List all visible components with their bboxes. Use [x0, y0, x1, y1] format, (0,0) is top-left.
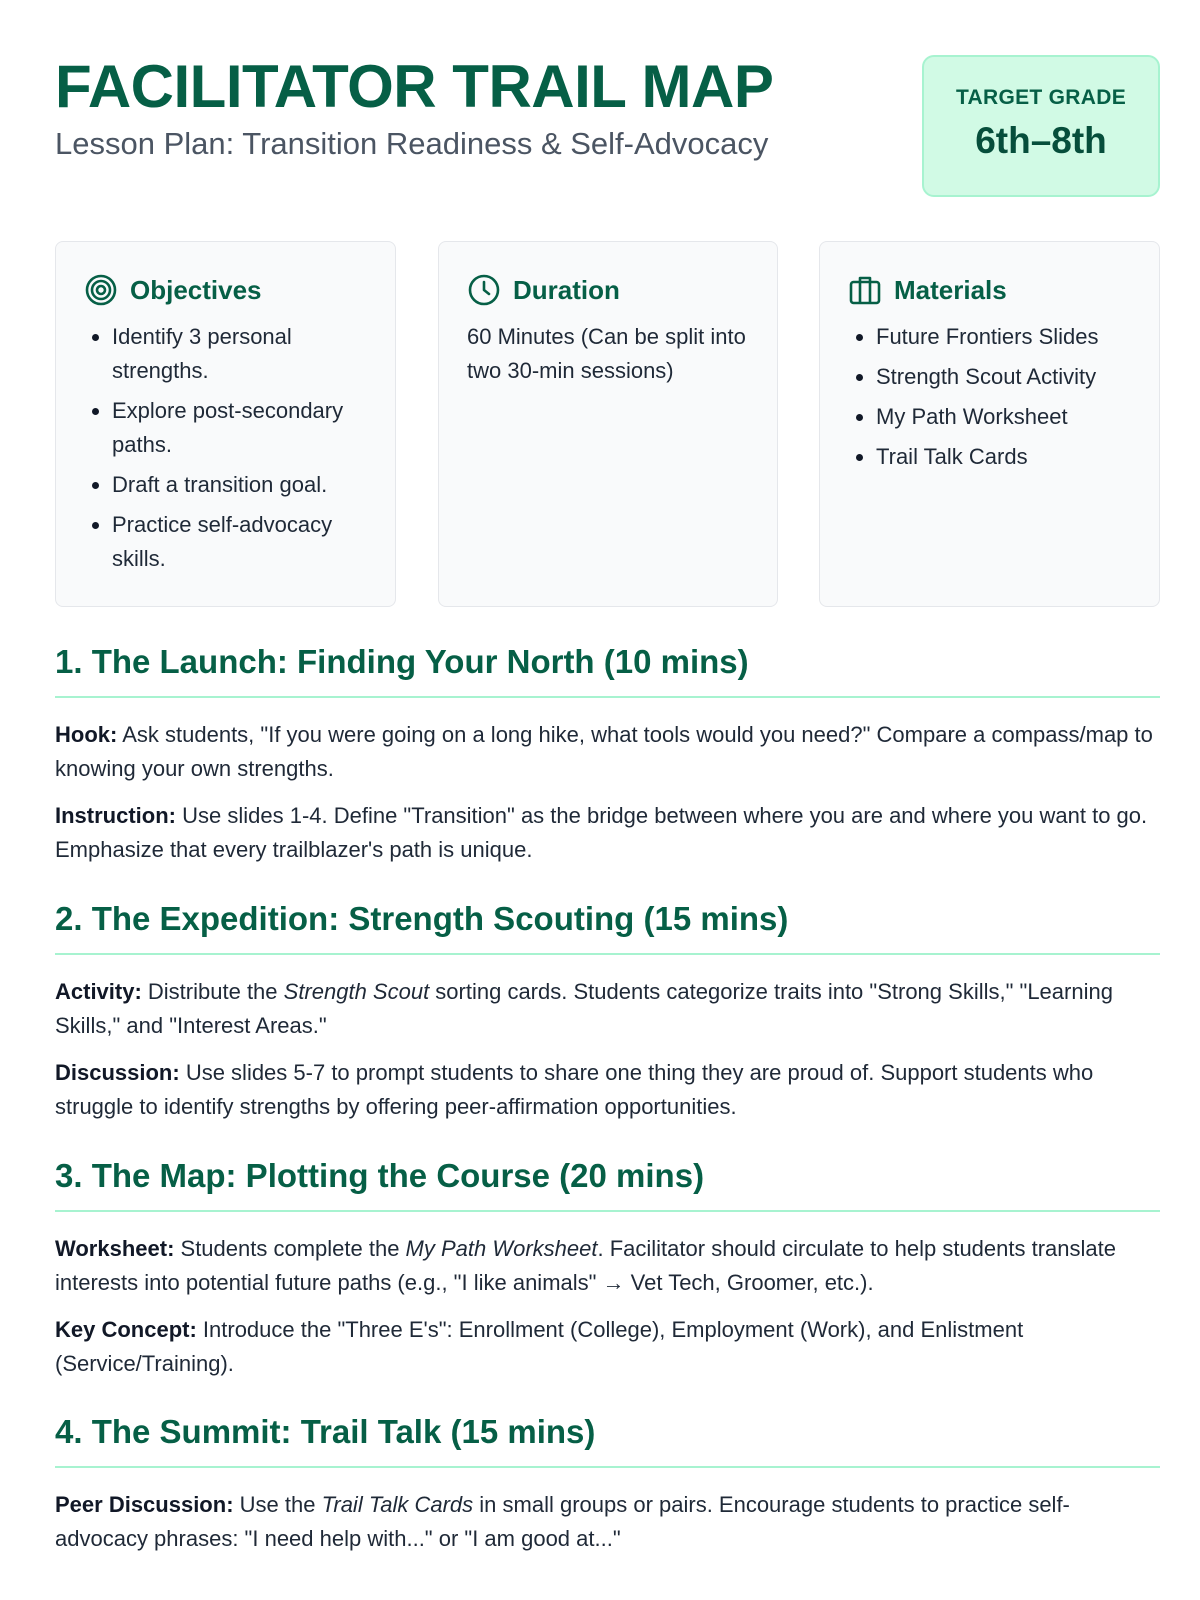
section-summit — [55, 1410, 1160, 1556]
materials-card — [819, 241, 1160, 607]
paragraph-emphasis: My Path Worksheet — [405, 1236, 598, 1261]
material-item: • My Path Worksheet — [876, 400, 1133, 434]
page-header — [55, 52, 1160, 198]
objectives-card — [55, 241, 396, 607]
paragraph-text: Use slides 5-7 to prompt students to share one thing they are proud of. Support students who struggle to identify strengths by offering peer-affirmation opportunities. — [55, 1060, 1094, 1119]
section-launch — [55, 640, 1160, 867]
objective-item: • Explore post-secondary paths. — [112, 394, 369, 462]
paragraph-text: Use the — [233, 1492, 322, 1517]
paragraph-emphasis: Strength Scout — [283, 979, 430, 1004]
page-title: FACILITATOR TRAIL MAP — [55, 53, 774, 120]
paragraph-emphasis: Trail Talk Cards — [321, 1492, 474, 1517]
material-item: • Strength Scout Activity — [876, 360, 1133, 394]
paragraph-text: Ask students, "If you were going on a long hike, what tools would you need?" Compare a compass/map to knowing your own strengths. — [55, 722, 1153, 781]
paragraph-text: Use slides 1-4. Define "Transition" as the bridge between where you are and where you want to go. Emphasize that every trailblazer's path is unique. — [55, 803, 1148, 862]
paragraph-label: Activity: — [55, 979, 142, 1004]
paragraph-text: in small groups or pairs. Encourage students to practice self-advocacy phrases: "I need help with..." or "I am good at..." — [55, 1492, 1070, 1551]
paragraph-text: Distribute the — [141, 979, 284, 1004]
duration-title: Duration — [513, 274, 620, 305]
duration-card — [438, 241, 778, 607]
section-expedition — [55, 897, 1160, 1124]
section-title: 2. The Expedition: Strength Scouting (15 mins) — [55, 897, 1160, 955]
paragraph-label: Discussion: — [55, 1060, 180, 1085]
paragraph-label: Key Concept: — [55, 1317, 197, 1342]
material-item: • Trail Talk Cards — [876, 440, 1133, 474]
paragraph-label: Instruction: — [55, 803, 176, 828]
paragraph-text: Students complete the — [174, 1236, 406, 1261]
paragraph-label: Peer Discussion: — [55, 1492, 234, 1517]
duration-card-header — [467, 272, 751, 308]
section-paragraph — [55, 799, 1160, 867]
section-paragraph — [55, 718, 1160, 786]
materials-title: Materials — [894, 274, 1007, 305]
section-paragraph — [55, 1056, 1160, 1124]
paragraph-label: Hook: — [55, 722, 118, 747]
target-grade-badge — [922, 55, 1160, 197]
material-item: • Future Frontiers Slides — [876, 320, 1133, 354]
section-map — [55, 1154, 1160, 1381]
objectives-title: Objectives — [130, 274, 262, 305]
section-paragraph — [55, 1488, 1160, 1556]
briefcase-icon — [848, 273, 882, 307]
section-paragraph — [55, 1232, 1160, 1300]
page-subtitle: Lesson Plan: Transition Readiness & Self-Advocacy — [55, 126, 769, 161]
section-title: 4. The Summit: Trail Talk (15 mins) — [55, 1410, 1160, 1468]
objective-item: • Draft a transition goal. — [112, 468, 369, 502]
section-title: 1. The Launch: Finding Your North (10 mins) — [55, 640, 1160, 698]
objectives-card-header — [84, 272, 369, 308]
paragraph-text: sorting cards. Students categorize traits into "Strong Skills," "Learning Skills," and "Interest Areas." — [55, 979, 1113, 1038]
target-grade-value: 6th–8th — [975, 120, 1107, 161]
objective-item: • Practice self-advocacy skills. — [112, 508, 369, 576]
section-paragraph — [55, 975, 1160, 1043]
paragraph-label: Worksheet: — [55, 1236, 175, 1261]
section-title: 3. The Map: Plotting the Course (20 mins) — [55, 1154, 1160, 1212]
duration-text: 60 Minutes (Can be split into two 30-min sessions) — [467, 324, 746, 383]
materials-list — [848, 320, 1133, 474]
target-grade-label: TARGET GRADE — [955, 86, 1127, 109]
paragraph-text: Introduce the "Three E's": Enrollment (College), Employment (Work), and Enlistment (Service/Training). — [55, 1317, 1024, 1376]
materials-card-header — [848, 272, 1133, 308]
target-icon — [84, 273, 118, 307]
objective-item: • Identify 3 personal strengths. — [112, 320, 369, 388]
overview-cards — [55, 241, 1160, 607]
paragraph-text: . Facilitator should circulate to help students translate interests into potential future paths (e.g., "I like animals" → Vet Tech, Groomer, etc.). — [55, 1236, 1116, 1295]
objectives-list — [84, 320, 369, 576]
section-paragraph — [55, 1313, 1160, 1381]
clock-icon — [467, 273, 501, 307]
